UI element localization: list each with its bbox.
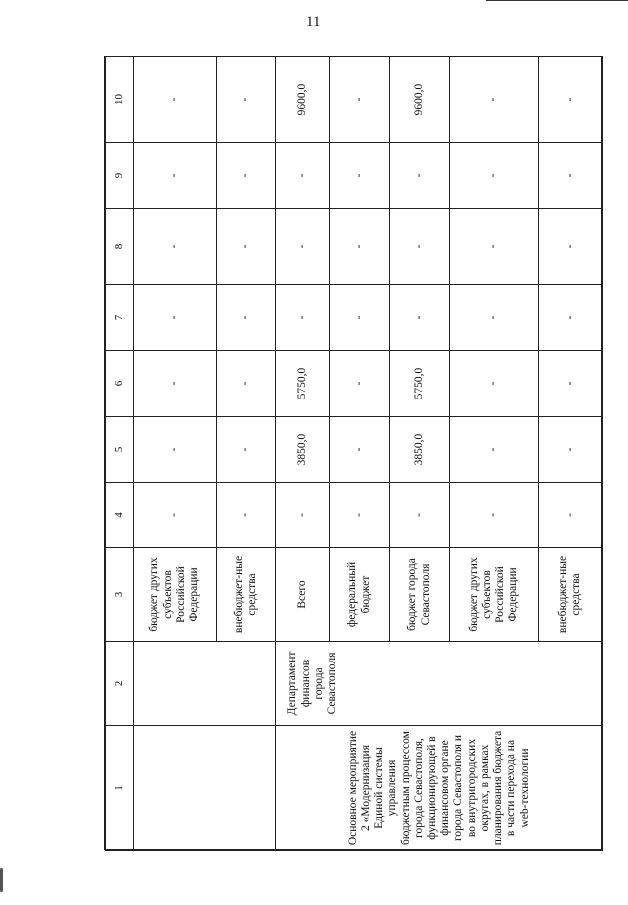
value-cell: - <box>330 57 390 143</box>
value-cell: - <box>216 57 276 143</box>
value-cell: - <box>330 209 390 285</box>
value-cell: - <box>330 417 390 483</box>
value-cell: - <box>276 483 330 548</box>
value-cell: - <box>133 483 216 548</box>
value-cell: - <box>330 143 390 209</box>
scan-edge-mark <box>0 868 3 892</box>
source-cell: бюджет города Севастополя <box>390 548 450 642</box>
value-cell: 5750,0 <box>390 351 450 417</box>
header-row <box>106 57 134 851</box>
header-cell: 7 <box>106 285 134 351</box>
value-cell: - <box>216 417 276 483</box>
value-cell: - <box>538 417 602 483</box>
value-cell: - <box>450 143 539 209</box>
source-cell: бюджет других субъектов Российской Федерации <box>450 548 539 642</box>
rotated-table-container <box>105 57 603 851</box>
value-cell: 5750,0 <box>276 351 330 417</box>
source-cell: бюджет других субъектов Российской Федерации <box>133 548 216 642</box>
value-cell: - <box>216 285 276 351</box>
value-cell: - <box>390 285 450 351</box>
source-cell: внебюджет-ные средства <box>216 548 276 642</box>
value-cell: - <box>450 417 539 483</box>
header-cell: 1 <box>106 726 134 851</box>
value-cell: - <box>538 285 602 351</box>
empty-executor-cell <box>133 642 276 726</box>
value-cell: - <box>390 209 450 285</box>
header-cell: 2 <box>106 642 134 726</box>
value-cell: - <box>538 209 602 285</box>
value-cell: 3850,0 <box>276 417 330 483</box>
header-rule <box>486 0 628 1</box>
value-cell: - <box>450 351 539 417</box>
empty-event-cell <box>133 726 276 851</box>
budget-table-frame <box>104 56 602 850</box>
value-cell: - <box>330 285 390 351</box>
header-cell: 8 <box>106 209 134 285</box>
value-cell: - <box>133 285 216 351</box>
value-cell: - <box>538 351 602 417</box>
executor-cell: Департамент финансов города Севастополя <box>276 642 603 726</box>
value-cell: - <box>133 351 216 417</box>
value-cell: - <box>216 143 276 209</box>
value-cell: - <box>216 351 276 417</box>
value-cell: - <box>450 285 539 351</box>
value-cell: - <box>538 143 602 209</box>
value-cell: - <box>133 143 216 209</box>
value-cell: - <box>390 483 450 548</box>
value-cell: - <box>133 417 216 483</box>
value-cell: - <box>216 209 276 285</box>
table-row <box>276 57 330 851</box>
header-cell: 9 <box>106 143 134 209</box>
header-cell: 5 <box>106 417 134 483</box>
value-cell: 3850,0 <box>390 417 450 483</box>
value-cell: - <box>450 483 539 548</box>
header-cell: 3 <box>106 548 134 642</box>
value-cell: - <box>538 483 602 548</box>
value-cell: - <box>133 209 216 285</box>
value-cell: - <box>276 285 330 351</box>
source-cell: федеральный бюджет <box>330 548 390 642</box>
value-cell: - <box>450 57 539 143</box>
header-cell: 6 <box>106 351 134 417</box>
value-cell: - <box>276 209 330 285</box>
page-number: 11 <box>306 14 321 30</box>
value-cell: - <box>276 143 330 209</box>
value-cell: - <box>330 483 390 548</box>
value-cell: 9600,0 <box>390 57 450 143</box>
value-cell: - <box>133 57 216 143</box>
event-description-cell: Основное мероприятие 2 «Модернизация Единой системы управления бюджетным процессом города Севастополя, функционирующей в финансовом органе города Севастополя и во внутригородских округах, в рамках планирования бюджета в части перехода на web-технологии <box>276 726 603 851</box>
value-cell: - <box>390 143 450 209</box>
header-cell: 4 <box>106 483 134 548</box>
budget-table <box>105 56 603 851</box>
header-cell: 10 <box>106 57 134 143</box>
source-cell: Всего <box>276 548 330 642</box>
source-cell: внебюджет-ные средства <box>538 548 602 642</box>
value-cell: - <box>538 57 602 143</box>
value-cell: - <box>450 209 539 285</box>
value-cell: 9600,0 <box>276 57 330 143</box>
value-cell: - <box>216 483 276 548</box>
table-row <box>133 57 216 851</box>
value-cell: - <box>330 351 390 417</box>
